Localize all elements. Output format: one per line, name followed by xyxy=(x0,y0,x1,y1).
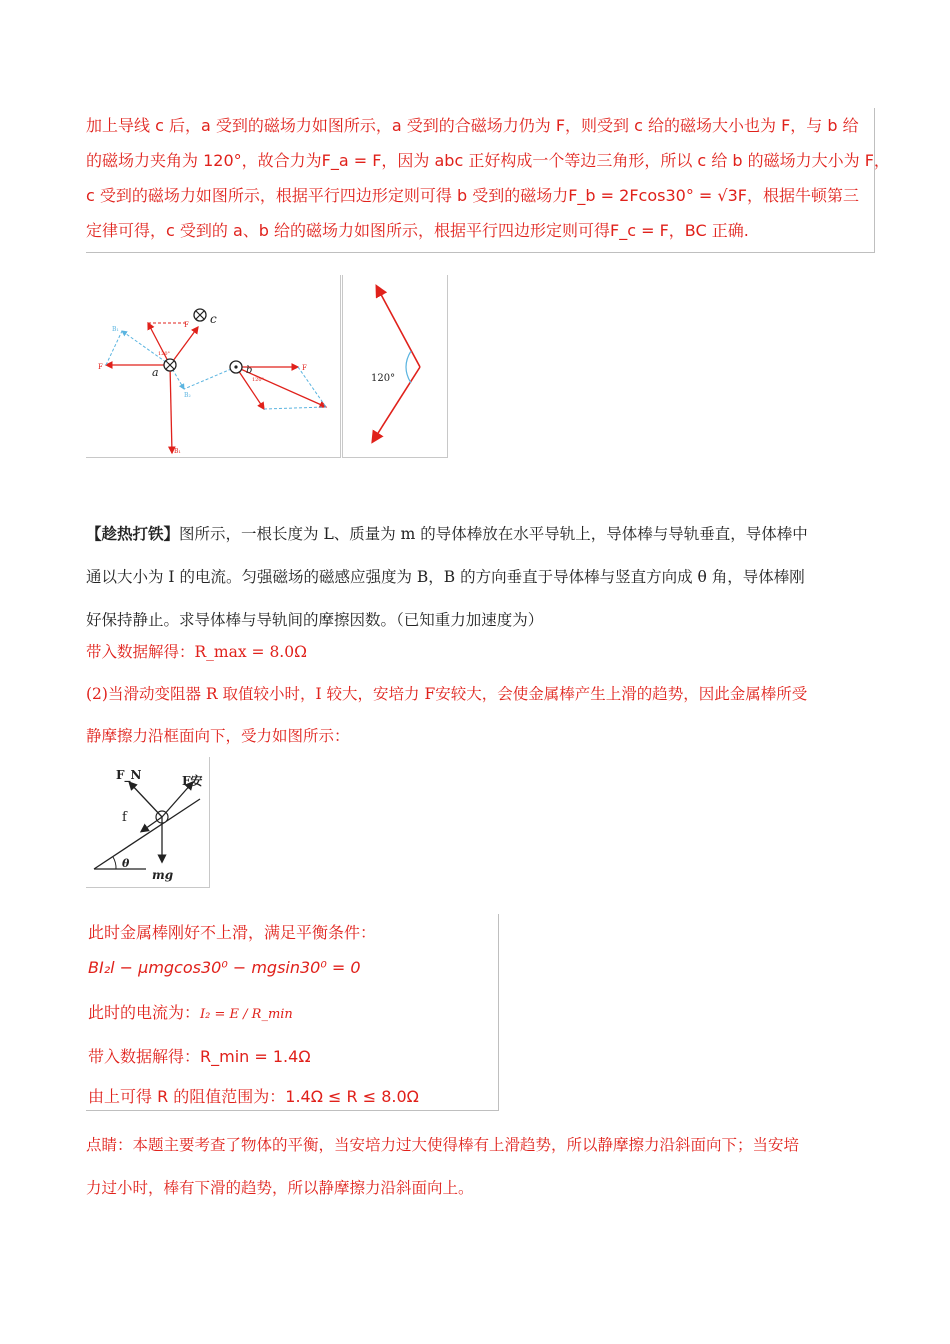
wire-force-diagram xyxy=(86,275,341,458)
note-paragraph xyxy=(86,1124,876,1210)
problem-tag: 【趁热打铁】 xyxy=(86,524,180,543)
box2-line-3 xyxy=(88,1000,293,1023)
label-F-a: F xyxy=(98,363,103,371)
wire-a-forces xyxy=(106,323,198,453)
angle-diagram xyxy=(342,275,448,458)
problem-line-3: 好保持静止。求导体棒与导轨间的摩擦因数。（已知重力加速度为） xyxy=(86,611,544,629)
result-rmax: 带入数据解得：R_max = 8.0Ω xyxy=(86,643,307,661)
part2-line-2: 静摩擦力沿框面向下，受力如图所示： xyxy=(86,727,350,745)
box2-current-label: 此时的电流为： xyxy=(88,1003,201,1022)
explanation-box xyxy=(86,108,890,253)
label-angle-a: 120° xyxy=(158,351,171,357)
label-Fan: F安 xyxy=(182,774,203,788)
explanation-line-4: 定律可得，c 受到的 a、b 给的磁场力如图所示，根据平行四边形定则可得F_c = F，BC 正确. xyxy=(86,221,749,240)
problem-line-2: 通以大小为 I 的电流。匀强磁场的磁感应强度为 B，B 的方向垂直于导体棒与竖直方向成 θ 角，导体棒刚 xyxy=(86,568,805,586)
label-B1: B₁ xyxy=(112,326,119,333)
incline-force-diagram xyxy=(86,757,210,888)
problem-paragraph xyxy=(86,512,876,642)
explanation-line-1: 加上导线 c 后，a 受到的磁场力如图所示，a 受到的合磁场力仍为 F，则受到 c 给的磁场大小也为 F，与 b 给 xyxy=(86,116,859,135)
problem-line-1: 图所示，一根长度为 L、质量为 m 的导体棒放在水平导轨上，导体棒与导轨垂直，导体棒中 xyxy=(179,525,808,543)
label-mg: mg xyxy=(152,868,174,882)
label-angle-b: 120° xyxy=(252,377,265,383)
label-f: f xyxy=(122,810,127,825)
label-FN: F_N xyxy=(116,768,142,782)
label-B2: B₂ xyxy=(184,392,191,399)
label-B1-bottom: B₁ xyxy=(174,448,181,455)
label-F-b: F xyxy=(302,364,307,372)
note-line-1: 点睛：本题主要考查了物体的平衡，当安培力过大使得棒有上滑趋势，所以静摩擦力沿斜面向下；当安培 xyxy=(86,1136,800,1154)
part2-line-1: (2)当滑动变阻器 R 取值较小时，I 较大，安培力 F安较大，会使金属棒产生上滑的趋势，因此金属棒所受 xyxy=(86,685,808,703)
box2-current-formula: I₂ = E / R_min xyxy=(200,1007,293,1022)
label-F-top: F xyxy=(184,321,189,329)
label-b: b xyxy=(246,365,253,376)
box2-range: 由上可得 R 的阻值范围为：1.4Ω ≤ R ≤ 8.0Ω xyxy=(88,1087,419,1106)
label-theta: θ xyxy=(122,857,130,870)
label-c: c xyxy=(210,312,217,326)
box2-equation: BI₂l − μmgcos30⁰ − mgsin30⁰ = 0 xyxy=(88,958,361,977)
wire-c xyxy=(194,309,206,321)
box2-line-1: 此时金属棒刚好不上滑，满足平衡条件： xyxy=(88,923,377,942)
box2-rmin: 带入数据解得：R_min = 1.4Ω xyxy=(88,1047,311,1066)
explanation-line-3: c 受到的磁场力如图所示，根据平行四边形定则可得 b 受到的磁场力F_b = 2Fcos30° = √3F，根据牛顿第三 xyxy=(86,186,859,205)
note-line-2: 力过小时，棒有下滑的趋势，所以静摩擦力沿斜面向上。 xyxy=(86,1179,474,1197)
angle-label: 120° xyxy=(371,373,396,384)
label-a: a xyxy=(152,366,159,379)
solution-box xyxy=(86,914,499,1111)
explanation-line-2: 的磁场力夹角为 120°，故合力为F_a = F，因为 abc 正好构成一个等边三角形，所以 c 给 b 的磁场力大小为 F， xyxy=(86,151,890,170)
